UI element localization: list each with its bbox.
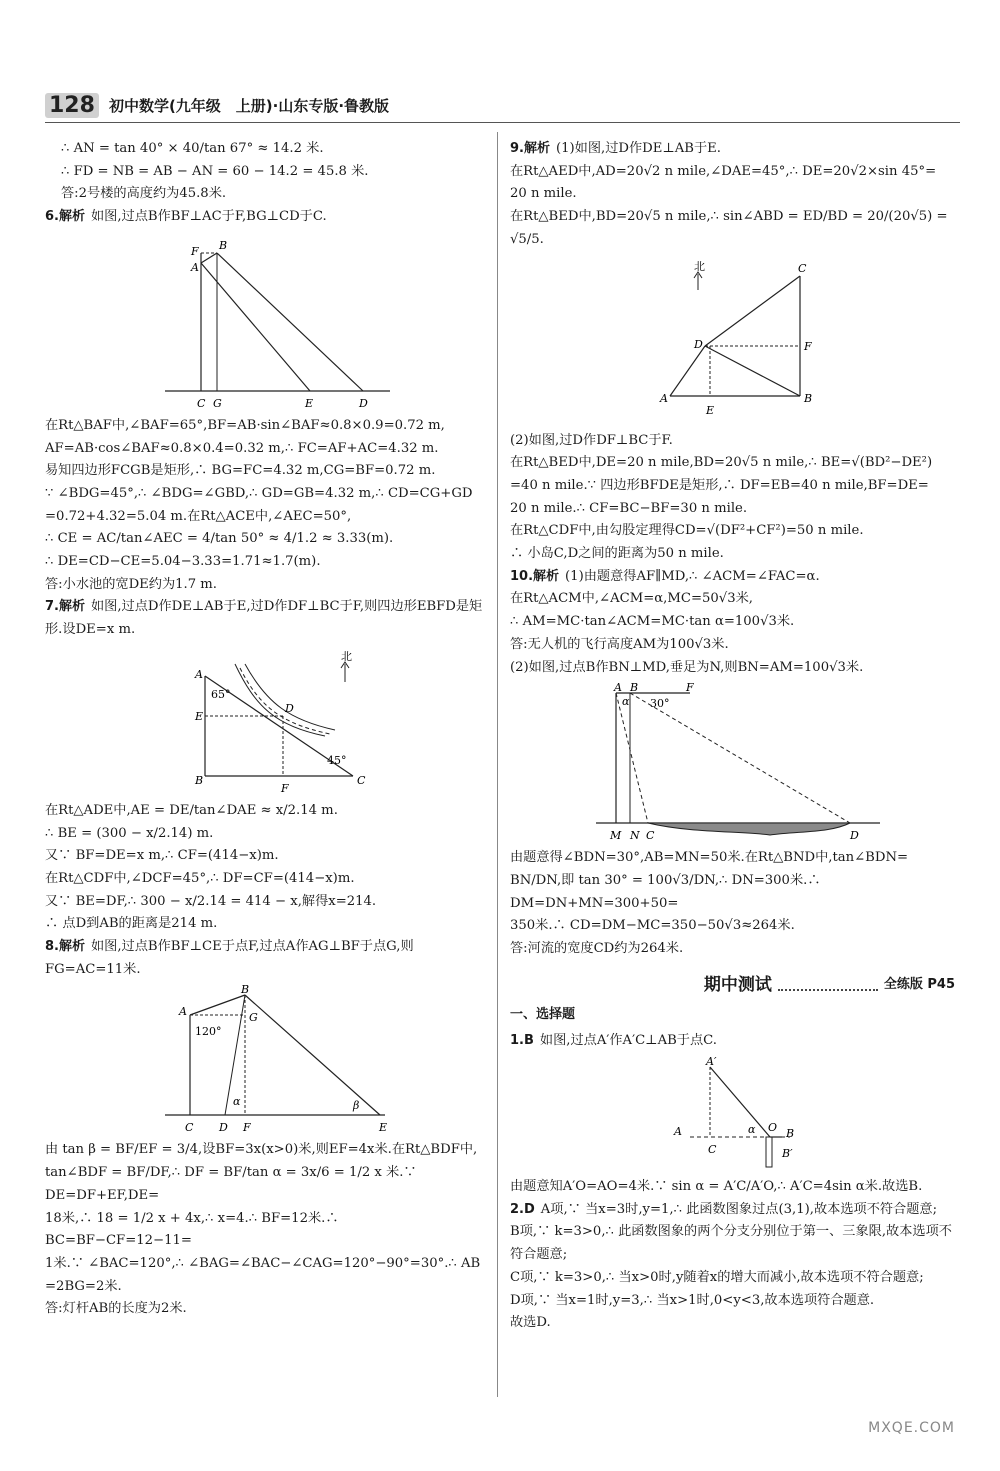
text-line: A项,∵ 当x=3时,y=1,∴ 此函数图象过点(3,1),故本选项不符合题意;	[540, 1201, 938, 1217]
svg-text:B: B	[786, 1127, 795, 1141]
svg-text:M: M	[610, 829, 622, 843]
svg-text:D: D	[694, 337, 703, 351]
svg-text:O: O	[768, 1121, 778, 1135]
svg-text:A: A	[614, 683, 622, 695]
text-line: 故选D.	[510, 1315, 551, 1331]
text-line: =40 n mile.∵ 四边形BFDE是矩形,∴ DF=EB=40 n mile,BF=DE=	[510, 477, 929, 493]
svg-text:B: B	[195, 773, 204, 787]
section-ref: 全练版 P45	[883, 977, 955, 993]
text-line: 20 n mile.	[510, 186, 577, 202]
text-line: ∴ FD = NB = AB − AN = 60 − 14.2 = 45.8 米.	[61, 163, 369, 179]
svg-text:65°: 65°	[211, 687, 231, 701]
svg-text:30°: 30°	[650, 697, 670, 711]
text-line: C项,∵ k=3>0,∴ 当x>0时,y随着x的增大而减小,故本选项不符合题意;	[510, 1269, 924, 1285]
text-line: =0.72+4.32=5.04 m.在Rt△ACE中,∠AEC=50°,	[45, 508, 352, 524]
text-line: 在Rt△ADE中,AE = DE/tan∠DAE ≈ x/2.14 m.	[45, 802, 338, 818]
text-line: D项,∵ 当x=1时,y=3,∴ 当x>1时,0<y<3,故本选项符合题意.	[510, 1292, 875, 1308]
text-line: =2BG=2米.	[45, 1278, 122, 1294]
text-line: ∴ BE = (300 − x/2.14) m.	[45, 825, 214, 841]
q8-intro: 如图,过点B作BF⊥CE于点F,过点A作AG⊥BF于点G,则FG=AC=11米.	[45, 939, 414, 977]
svg-text:F: F	[281, 781, 289, 795]
text-line: AF=AB·cos∠BAF≈0.8×0.4=0.32 m,∴ FC=AF+AC=4.32 m.	[45, 440, 439, 456]
text-line: BN/DN,即 tan 30° = 100√3/DN,∴ DN=300米.∴ DM=DN+MN=300+50=	[510, 872, 825, 911]
right-column	[510, 138, 955, 1335]
svg-text:F: F	[804, 339, 812, 353]
text-line: 350米.∴ CD=DM−MC=350−50√3≈264米.	[510, 918, 795, 934]
q9-part1: (1)如图,过D作DE⊥AB于E.	[555, 141, 722, 156]
text-line: ∴ 小岛C,D之间的距离为50 n mile.	[510, 546, 724, 562]
q7-figure	[45, 646, 485, 796]
text-line: 在Rt△CDF中,∠DCF=45°,∴ DF=CF=(414−x)m.	[45, 870, 355, 886]
text-line: 答:灯杆AB的长度为2米.	[45, 1301, 187, 1317]
text-line: (1)由题意得AF∥MD,∴ ∠ACM=∠FAC=α.	[565, 568, 820, 584]
section-header	[510, 971, 955, 1000]
svg-text:G: G	[249, 1011, 258, 1025]
q6-label: 6.解析	[45, 209, 85, 225]
text-line: ∴ AM=MC·tan∠ACM=MC·tan α=100√3米.	[510, 614, 795, 630]
north-label: 北	[694, 259, 705, 273]
page-header	[45, 90, 389, 120]
svg-text:A′: A′	[706, 1057, 717, 1069]
text-line: (2)如图,过点B作BN⊥MD,垂足为N,则BN=AM=100√3米.	[510, 659, 864, 675]
text-line: ∴ AN = tan 40° × 40/tan 67° ≈ 14.2 米.	[61, 141, 324, 156]
svg-text:E: E	[195, 709, 204, 723]
section-title: 期中测试	[703, 974, 772, 995]
svg-text:F: F	[191, 244, 199, 258]
q6-figure	[45, 233, 485, 411]
text-line: 在Rt△ACM中,∠ACM=α,MC=50√3米,	[510, 591, 753, 607]
q10-label: 10.解析	[510, 568, 560, 584]
column-divider	[497, 132, 498, 1397]
q1-intro: 如图,过点A′作A′C⊥AB于点C.	[539, 1033, 717, 1049]
q1-label: 1.B	[510, 1033, 534, 1049]
q7-intro: 如图,过点D作DE⊥AB于E,过D作DF⊥BC于F,则四边形EBFD是矩形.设DE=x m.	[45, 599, 483, 638]
svg-text:C: C	[357, 773, 366, 787]
svg-text:F: F	[686, 683, 694, 695]
text-line: (2)如图,过D作DF⊥BC于F.	[510, 432, 673, 448]
subsection-title: 一、选择题	[510, 1007, 576, 1022]
svg-text:E: E	[305, 396, 314, 410]
left-column	[45, 138, 485, 1321]
svg-text:C: C	[185, 1121, 194, 1135]
q6-intro: 如图,过点B作BF⊥AC于F,BG⊥CD于C.	[90, 209, 327, 225]
q2-label: 2.D	[510, 1201, 535, 1217]
text-line: 答:无人机的飞行高度AM为100√3米.	[510, 636, 729, 652]
text-line: ∴ DE=CD−CE=5.04−3.33=1.71≈1.7(m).	[45, 554, 321, 570]
svg-text:A: A	[660, 391, 668, 405]
svg-text:E: E	[379, 1121, 388, 1135]
svg-text:B: B	[804, 391, 813, 405]
svg-text:A: A	[674, 1125, 682, 1139]
svg-text:N: N	[630, 829, 640, 843]
svg-text:120°: 120°	[195, 1025, 222, 1039]
text-line: 18米,∴ 18 = 1/2 x + 4x,∴ x=4.∴ BF=12米.∴ BC=BF−CF=12−11=	[45, 1210, 343, 1249]
text-line: 答:河流的宽度CD约为264米.	[510, 941, 684, 957]
svg-text:B: B	[219, 238, 228, 252]
text-line: 20 n mile.∴ CF=BC−BF=30 n mile.	[510, 500, 748, 516]
q2-heading	[510, 1199, 955, 1222]
text-line: 在Rt△BAF中,∠BAF=65°,BF=AB·sin∠BAF≈0.8×0.9=0.72 m,	[45, 417, 445, 433]
q7-heading	[45, 596, 485, 641]
q8-figure	[45, 985, 485, 1135]
q1-figure	[510, 1057, 955, 1172]
q9-label: 9.解析	[510, 141, 550, 156]
q8-heading	[45, 936, 485, 981]
q7-label: 7.解析	[45, 599, 85, 615]
text-line: tan∠BDF = BF/DF,∴ DF = BF/tan α = 3x/6 = 1/2 x 米.∵ DE=DF+EF,DE=	[45, 1165, 421, 1203]
text-line: 又∵ BE=DF,∴ 300 − x/2.14 = 414 − x,解得x=214.	[45, 893, 377, 909]
svg-text:A: A	[191, 260, 199, 274]
header-rule	[45, 122, 960, 123]
text-line: 由 tan β = BF/EF = 3/4,设BF=3x(x>0)米,则EF=4x米.在Rt△BDF中,	[45, 1142, 478, 1158]
q9-heading	[510, 138, 955, 161]
page-number: 128	[45, 93, 99, 118]
svg-text:β: β	[353, 1099, 360, 1113]
text-line: B项,∵ k=3>0,∴ 此函数图象的两个分支分别位于第一、三象限,故本选项不符合题意;	[510, 1224, 952, 1263]
text-line: 答:小水池的宽DE约为1.7 m.	[45, 576, 218, 592]
text-line: 在Rt△CDF中,由勾股定理得CD=√(DF²+CF²)=50 n mile.	[510, 523, 864, 539]
svg-text:A: A	[179, 1005, 187, 1019]
q10-heading	[510, 566, 955, 589]
q9-figure	[510, 256, 955, 426]
watermark: MXQE.COM	[868, 1420, 955, 1436]
svg-text:C: C	[708, 1143, 717, 1157]
text-line: 由题意得∠BDN=30°,AB=MN=50米.在Rt△BND中,tan∠BDN=	[510, 850, 909, 866]
svg-text:D: D	[285, 701, 294, 715]
text-line: 在Rt△BED中,BD=20√5 n mile,∴ sin∠ABD = ED/BD = 20/(20√5) = √5/5.	[510, 209, 952, 247]
svg-text:B′: B′	[782, 1147, 793, 1161]
text-line: ∵ ∠BDG=45°,∴ ∠BDG=∠GBD,∴ GD=GB=4.32 m,∴ CD=CG+GD	[45, 485, 473, 501]
text-line: ∴ 点D到AB的距离是214 m.	[45, 916, 218, 932]
text-line: 在Rt△AED中,AD=20√2 n mile,∠DAE=45°,∴ DE=20√2×sin 45°=	[510, 163, 937, 179]
svg-text:G: G	[213, 396, 222, 410]
svg-text:A: A	[195, 667, 203, 681]
section-dots	[778, 979, 878, 991]
svg-text:F: F	[243, 1121, 251, 1135]
q10-figure	[510, 683, 955, 843]
svg-text:C: C	[646, 829, 655, 843]
svg-text:C: C	[798, 261, 807, 275]
svg-text:C: C	[197, 396, 206, 410]
text-line: ∴ CE = AC/tan∠AEC = 4/tan 50° ≈ 4/1.2 ≈ 3.33(m).	[45, 531, 394, 547]
q1-heading	[510, 1030, 955, 1053]
q8-label: 8.解析	[45, 939, 85, 955]
svg-text:E: E	[706, 403, 715, 417]
q6-heading	[45, 206, 485, 229]
svg-text:α: α	[233, 1095, 241, 1109]
svg-text:α: α	[622, 695, 630, 709]
text-line: 易知四边形FCGB是矩形,∴ BG=FC=4.32 m,CG=BF=0.72 m.	[45, 463, 436, 479]
svg-text:B: B	[630, 683, 639, 695]
book-title: 初中数学(九年级 上册)·山东专版·鲁教版	[108, 96, 390, 115]
north-label: 北	[341, 649, 352, 663]
text-line: 1米.∵ ∠BAC=120°,∴ ∠BAG=∠BAC−∠CAG=120°−90°=30°.∴ AB	[45, 1255, 481, 1271]
svg-text:45°: 45°	[327, 753, 347, 767]
svg-text:D: D	[219, 1121, 228, 1135]
text-line: 在Rt△BED中,DE=20 n mile,BD=20√5 n mile,∴ BE=√(BD²−DE²)	[510, 455, 933, 471]
text-line: 由题意知A′O=AO=4米.∵ sin α = A′C/A′O,∴ A′C=4sin α米.故选B.	[510, 1179, 923, 1195]
text-line: 答:2号楼的高度约为45.8米.	[61, 186, 227, 202]
text-line: 又∵ BF=DE=x m,∴ CF=(414−x)m.	[45, 848, 279, 864]
svg-text:D: D	[850, 829, 859, 843]
svg-text:B: B	[241, 985, 250, 997]
svg-text:D: D	[359, 396, 368, 410]
svg-text:α: α	[748, 1123, 756, 1137]
